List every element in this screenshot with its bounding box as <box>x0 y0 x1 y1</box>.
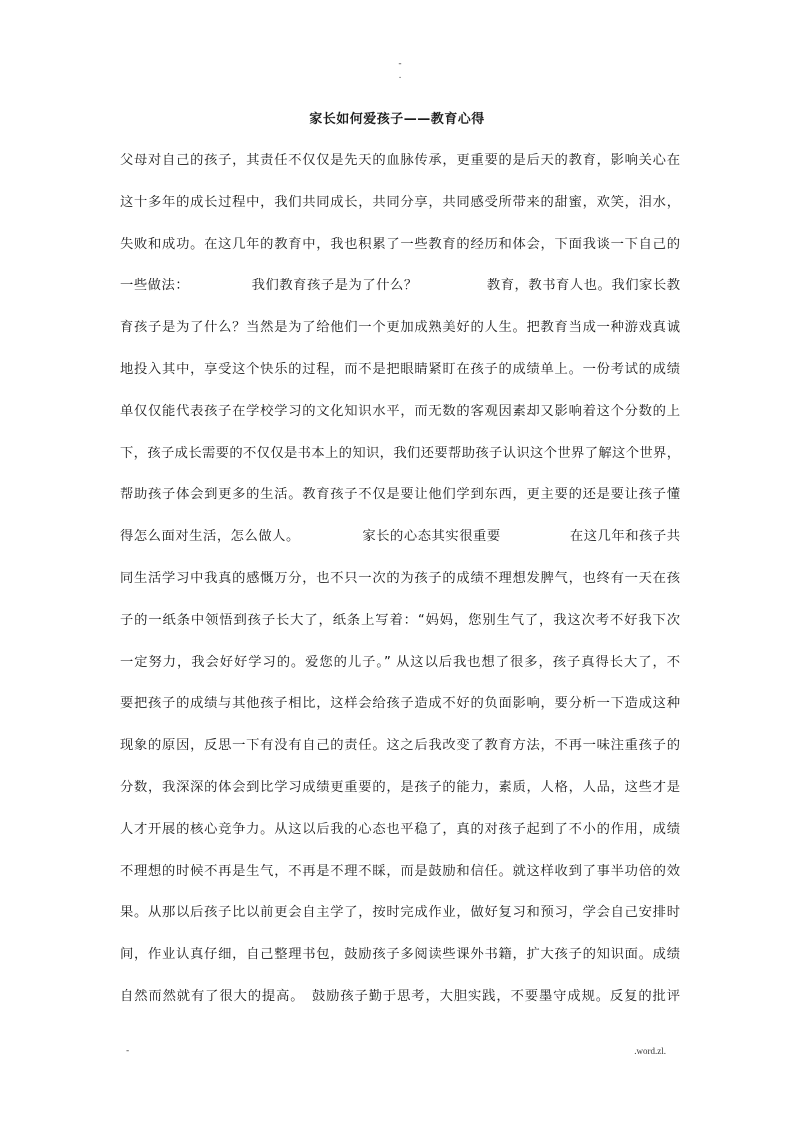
body-line: 地投入其中，享受这个快乐的过程，而不是把眼睛紧盯在孩子的成绩单上。一份考试的成绩 <box>120 361 680 377</box>
body-line: 同生活学习中我真的感慨万分，也不只一次的为孩子的成绩不理想发脾气，也终有一天在孩 <box>120 570 680 586</box>
body-line: 现象的原因，反思一下有没有自己的责任。这之后我改变了教育方法，不再一味注重孩子的 <box>120 738 680 754</box>
footer-left-mark: - <box>126 1046 130 1056</box>
body-line: 一些做法： 我们教育孩子是为了什么？ 教育，教书育人也。我们家长教 <box>120 278 680 294</box>
body-line: 果。从那以后孩子比以前更会自主学了，按时完成作业，做好复习和预习，学会自己安排时 <box>120 905 680 921</box>
body-line: 单仅仅能代表孩子在学校学习的文化知识水平，而无数的客观因素却又影响着这个分数的上 <box>120 403 680 419</box>
body-line: 失败和成功。在这几年的教育中，我也积累了一些教育的经历和体会，下面我谈一下自己的 <box>120 236 680 252</box>
footer-right-mark: .word.zl. <box>634 1046 666 1056</box>
body-line: 帮助孩子体会到更多的生活。教育孩子不仅是要让他们学到东西，更主要的还是要让孩子懂 <box>120 487 680 503</box>
body-line: 得怎么面对生活，怎么做人。 家长的心态其实很重要 在这几年和孩子共 <box>120 529 680 545</box>
body-line: 父母对自己的孩子，其责任不仅仅是先天的血脉传承，更重要的是后天的教育，影响关心在 <box>120 153 680 168</box>
body-line: 分数，我深深的体会到比学习成绩更重要的，是孩子的能力，素质，人格，人品，这些才是 <box>120 779 680 795</box>
body-line: 下，孩子成长需要的不仅仅是书本上的知识，我们还要帮助孩子认识这个世界了解这个世界， <box>120 445 680 461</box>
body-line: 要把孩子的成绩与其他孩子相比，这样会给孩子造成不好的负面影响，要分析一下造成这种 <box>120 696 680 712</box>
body-line: 这十多年的成长过程中，我们共同成长，共同分享，共同感受所带来的甜蜜，欢笑，泪水， <box>120 194 680 210</box>
body-line: 间，作业认真仔细，自己整理书包，鼓励孩子多阅读些课外书籍，扩大孩子的知识面。成绩 <box>120 947 680 963</box>
body-line: 子的一纸条中领悟到孩子长大了，纸条上写着：“妈妈，您别生气了，我这次考不好我下次 <box>120 612 680 628</box>
document-title: 家长如何爱孩子——教育心得 <box>309 112 485 127</box>
body-line: 育孩子是为了什么？当然是为了给他们一个更加成熟美好的人生。把教育当成一种游戏真诚 <box>120 320 680 336</box>
header-mark-top: - <box>398 59 402 69</box>
document-body <box>120 149 680 1027</box>
header-mark-bottom: . <box>398 71 402 81</box>
page-header-marks <box>390 58 410 82</box>
body-line: 人才开展的核心竞争力。从这以后我的心态也平稳了，真的对孩子起到了不小的作用，成绩 <box>120 821 680 837</box>
body-line: 不理想的时候不再是生气，不再是不理不睬，而是鼓励和信任。就这样收到了事半功倍的效 <box>120 863 680 879</box>
body-line: 一定努力，我会好好学习的。爱您的儿子。” 从这以后我也想了很多，孩子真得长大了，不 <box>120 654 680 670</box>
body-line: 自然而然就有了很大的提高。 鼓励孩子勤于思考，大胆实践，不要墨守成规。反复的批评 <box>120 988 680 1004</box>
